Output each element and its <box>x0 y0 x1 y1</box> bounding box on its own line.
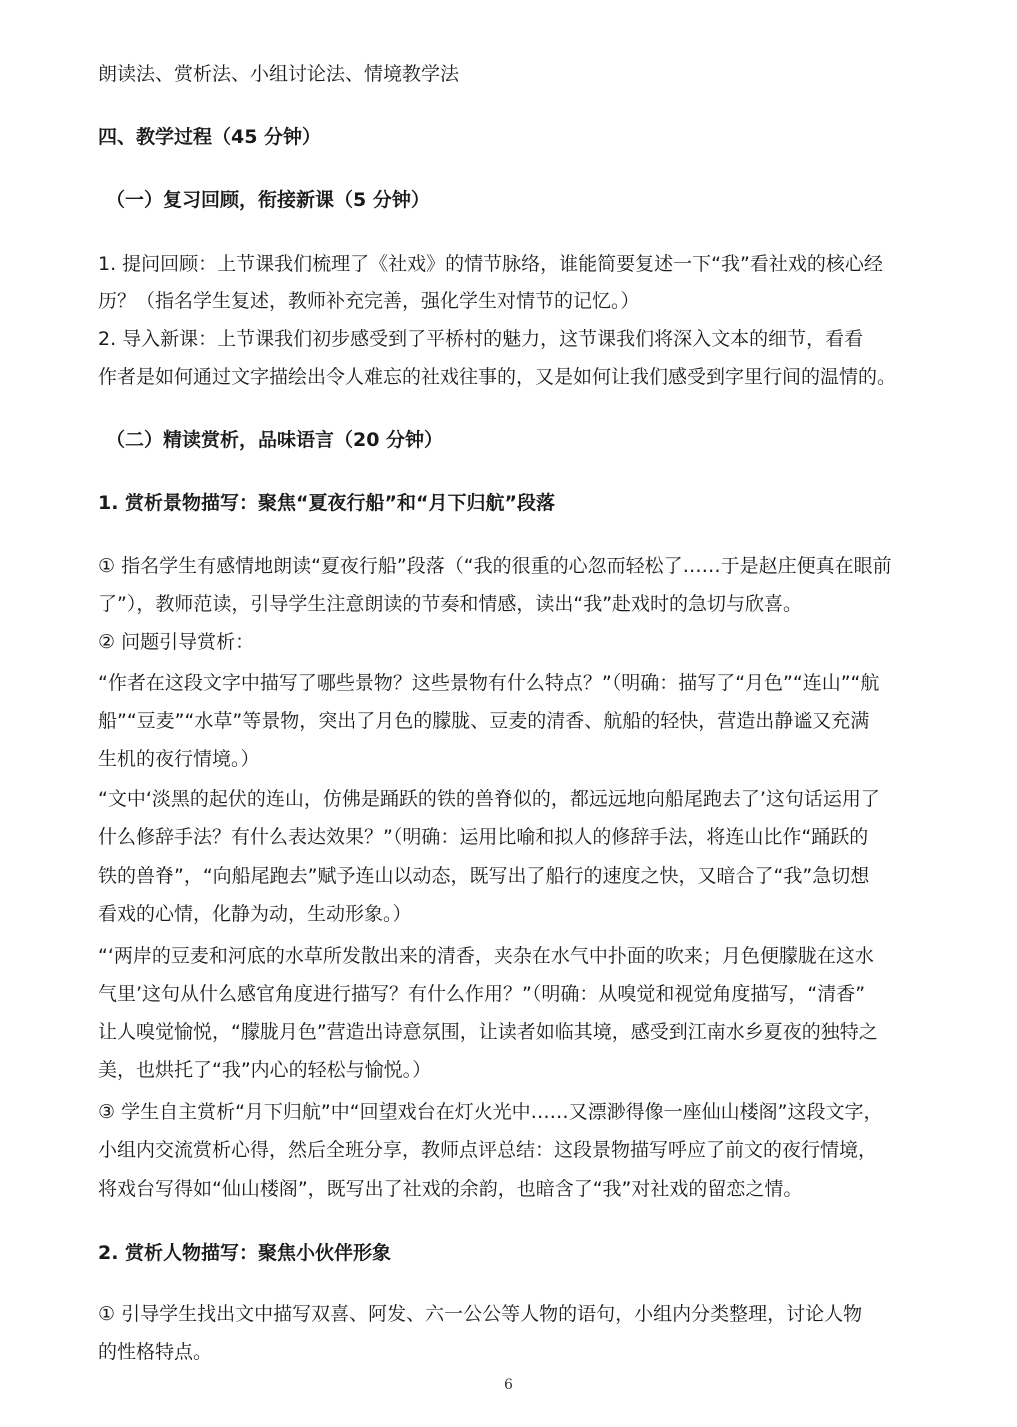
review-item1-line1: 1. 提问回顾：上节课我们梳理了《社戏》的情节脉络，谁能简要复述一下“我”看社戏的核心经 <box>98 253 883 275</box>
scenery-q3-line3: 让人嗅觉愉悦，“朦胧月色”营造出诗意氛围，让读者如临其境，感受到江南水乡夏夜的独特之 <box>98 1021 878 1043</box>
scenery-q2-line2: 什么修辞手法？有什么表达效果？”（明确：运用比喻和拟人的修辞手法，将连山比作“踊跃的 <box>98 826 869 848</box>
characters-p1-line1: ① 引导学生找出文中描写双喜、阿发、六一公公等人物的语句，小组内分类整理，讨论人物 <box>98 1303 863 1325</box>
scenery-p2-title: ② 问题引导赏析： <box>98 631 255 653</box>
page-number: 6 <box>504 1377 513 1393</box>
scenery-p3-line2: 小组内交流赏析心得，然后全班分享，教师点评总结：这段景物描写呼应了前文的夜行情境， <box>98 1139 878 1161</box>
scenery-q1-line2: 船”“豆麦”“水草”等景物，突出了月色的朦胧、豆麦的清香、航船的轻快，营造出静谧又充满 <box>98 710 870 732</box>
teaching-methods-line: 朗读法、赏析法、小组讨论法、情境教学法 <box>98 63 460 85</box>
scenery-q3-line2: 气里’这句从什么感官角度进行描写？有什么作用？”（明确：从嗅觉和视觉角度描写，“清香” <box>98 983 866 1005</box>
sub-heading-scenery: 1. 赏析景物描写：聚焦“夏夜行船”和“月下归航”段落 <box>98 492 556 514</box>
sub-heading-characters: 2. 赏析人物描写：聚焦小伙伴形象 <box>98 1242 392 1264</box>
scenery-q3-line4: 美，也烘托了“我”内心的轻松与愉悦。） <box>98 1059 432 1081</box>
review-item1-line2: 历？（指名学生复述，教师补充完善，强化学生对情节的记忆。） <box>98 290 640 312</box>
scenery-p3-line1: ③ 学生自主赏析“月下归航”中“回望戏台在灯火光中……又漂渺得像一座仙山楼阁”这段文字， <box>98 1101 883 1123</box>
scenery-q1-line3: 生机的夜行情境。） <box>98 748 260 770</box>
scenery-p3-line3: 将戏台写得如“仙山楼阁”，既写出了社戏的余韵，也暗含了“我”对社戏的留恋之情。 <box>98 1178 803 1200</box>
review-item2-line1: 2. 导入新课：上节课我们初步感受到了平桥村的魅力，这节课我们将深入文本的细节，看看 <box>98 328 864 350</box>
scenery-q3-line1: “‘两岸的豆麦和河底的水草所发散出来的清香，夹杂在水气中扑面的吹来；月色便朦胧在这水 <box>98 945 874 967</box>
section-heading-teaching-process: 四、教学过程（45 分钟） <box>98 126 322 148</box>
scenery-q2-line1: “文中‘淡黑的起伏的连山，仿佛是踊跃的铁的兽脊似的，都远远地向船尾跑去了’这句话运用了 <box>98 788 880 810</box>
characters-p1-line2: 的性格特点。 <box>98 1341 213 1363</box>
scenery-p1-line2: 了”），教师范读，引导学生注意朗读的节奏和情感，读出“我”赴戏时的急切与欣喜。 <box>98 593 803 615</box>
scenery-q2-line3: 铁的兽脊”，“向船尾跑去”赋予连山以动态，既写出了船行的速度之快，又暗合了“我”急切想 <box>98 865 870 887</box>
subsection-heading-review: （一）复习回顾，衔接新课（5 分钟） <box>106 189 430 211</box>
review-item2-line2: 作者是如何通过文字描绘出令人难忘的社戏往事的，又是如何让我们感受到字里行间的温情的。 <box>98 366 897 388</box>
scenery-q2-line4: 看戏的心情，化静为动，生动形象。） <box>98 903 412 925</box>
scenery-q1-line1: “作者在这段文字中描写了哪些景物？这些景物有什么特点？”（明确：描写了“月色”“连山”“航 <box>98 672 880 694</box>
scenery-p1-line1: ① 指名学生有感情地朗读“夏夜行船”段落（“我的很重的心忽而轻松了……于是赵庄便真在眼前 <box>98 555 892 577</box>
subsection-heading-close-reading: （二）精读赏析，品味语言（20 分钟） <box>106 429 444 451</box>
